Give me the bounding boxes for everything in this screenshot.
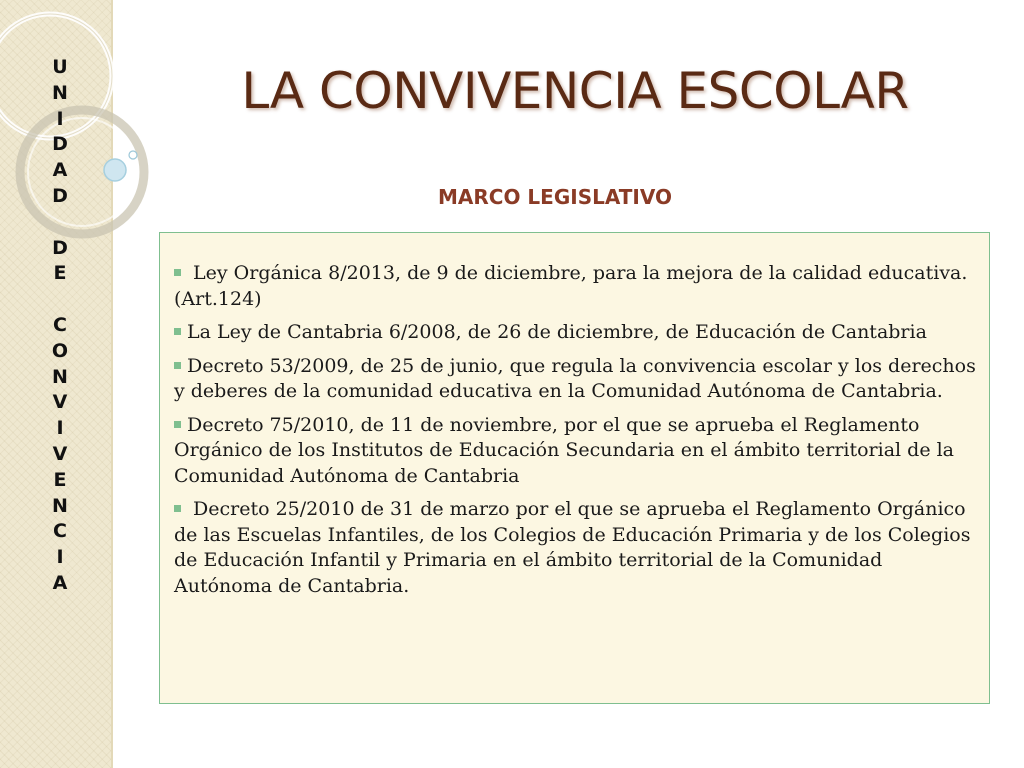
vertical-spacer — [40, 287, 80, 313]
legislation-item-text: Ley Orgánica 8/2013, de 9 de diciembre, para la mejora de la calidad educativa. (Art.124) — [174, 262, 968, 310]
vertical-letter: E — [53, 262, 67, 285]
bullet-square-icon — [174, 505, 181, 512]
vertical-letter: D — [52, 236, 68, 259]
slide-title: LA CONVIVENCIA ESCOLAR — [241, 62, 909, 120]
vertical-letter: A — [52, 159, 68, 182]
vertical-letter: C — [53, 313, 67, 336]
vertical-unit-label — [40, 55, 80, 597]
bullet-square-icon — [174, 269, 181, 276]
vertical-letter: I — [56, 417, 64, 440]
bullet-square-icon — [174, 362, 181, 369]
vertical-letter: U — [52, 56, 68, 78]
vertical-letter: I — [56, 546, 64, 569]
vertical-letter: N — [52, 494, 68, 517]
legislation-item-text: La Ley de Cantabria 6/2008, de 26 de diciembre, de Educación de Cantabria — [187, 321, 927, 343]
vertical-letter: N — [52, 365, 68, 388]
slide-subtitle: MARCO LEGISLATIVO — [438, 185, 672, 209]
vertical-letter: V — [52, 442, 68, 465]
vertical-letter: A — [52, 571, 68, 594]
vertical-letter: O — [51, 339, 69, 362]
vertical-letter: N — [52, 81, 68, 104]
vertical-letter: C — [53, 520, 67, 543]
bullet-square-icon — [174, 328, 181, 335]
vertical-spacer — [40, 210, 80, 236]
legislation-item-text: Decreto 75/2010, de 11 de noviembre, por el que se aprueba el Reglamento Orgánico de los Institutos de Educación Secundaria en el ámbito territorial de la Comunidad Autónoma de Cantabria — [174, 413, 955, 487]
bullet-square-icon — [174, 421, 181, 428]
legislation-item — [174, 320, 979, 346]
vertical-letter: D — [52, 184, 68, 207]
bubble-small — [129, 151, 137, 159]
legislation-item — [174, 261, 979, 312]
legislation-item-text: Decreto 25/2010 de 31 de marzo por el que se aprueba el Reglamento Orgánico de las Escuelas Infantiles, de los Colegios de Educación Primaria y de los Colegios de Educación Infantil y Primaria en el ámbito territorial de la Comunidad Autónoma de Cantabria. — [174, 498, 971, 597]
legislation-item — [174, 497, 979, 599]
legislation-box — [159, 232, 990, 704]
legislation-item — [174, 413, 979, 490]
vertical-letter: I — [56, 107, 64, 130]
vertical-letter: E — [53, 468, 67, 491]
vertical-letter: V — [52, 391, 68, 414]
legislation-item-text: Decreto 53/2009, de 25 de junio, que regula la convivencia escolar y los derechos y deberes de la comunidad educativa en la Comunidad Autónoma de Cantabria. — [174, 354, 976, 402]
legislation-item — [174, 354, 979, 405]
vertical-letter: D — [52, 133, 68, 156]
legislation-list — [174, 261, 979, 599]
